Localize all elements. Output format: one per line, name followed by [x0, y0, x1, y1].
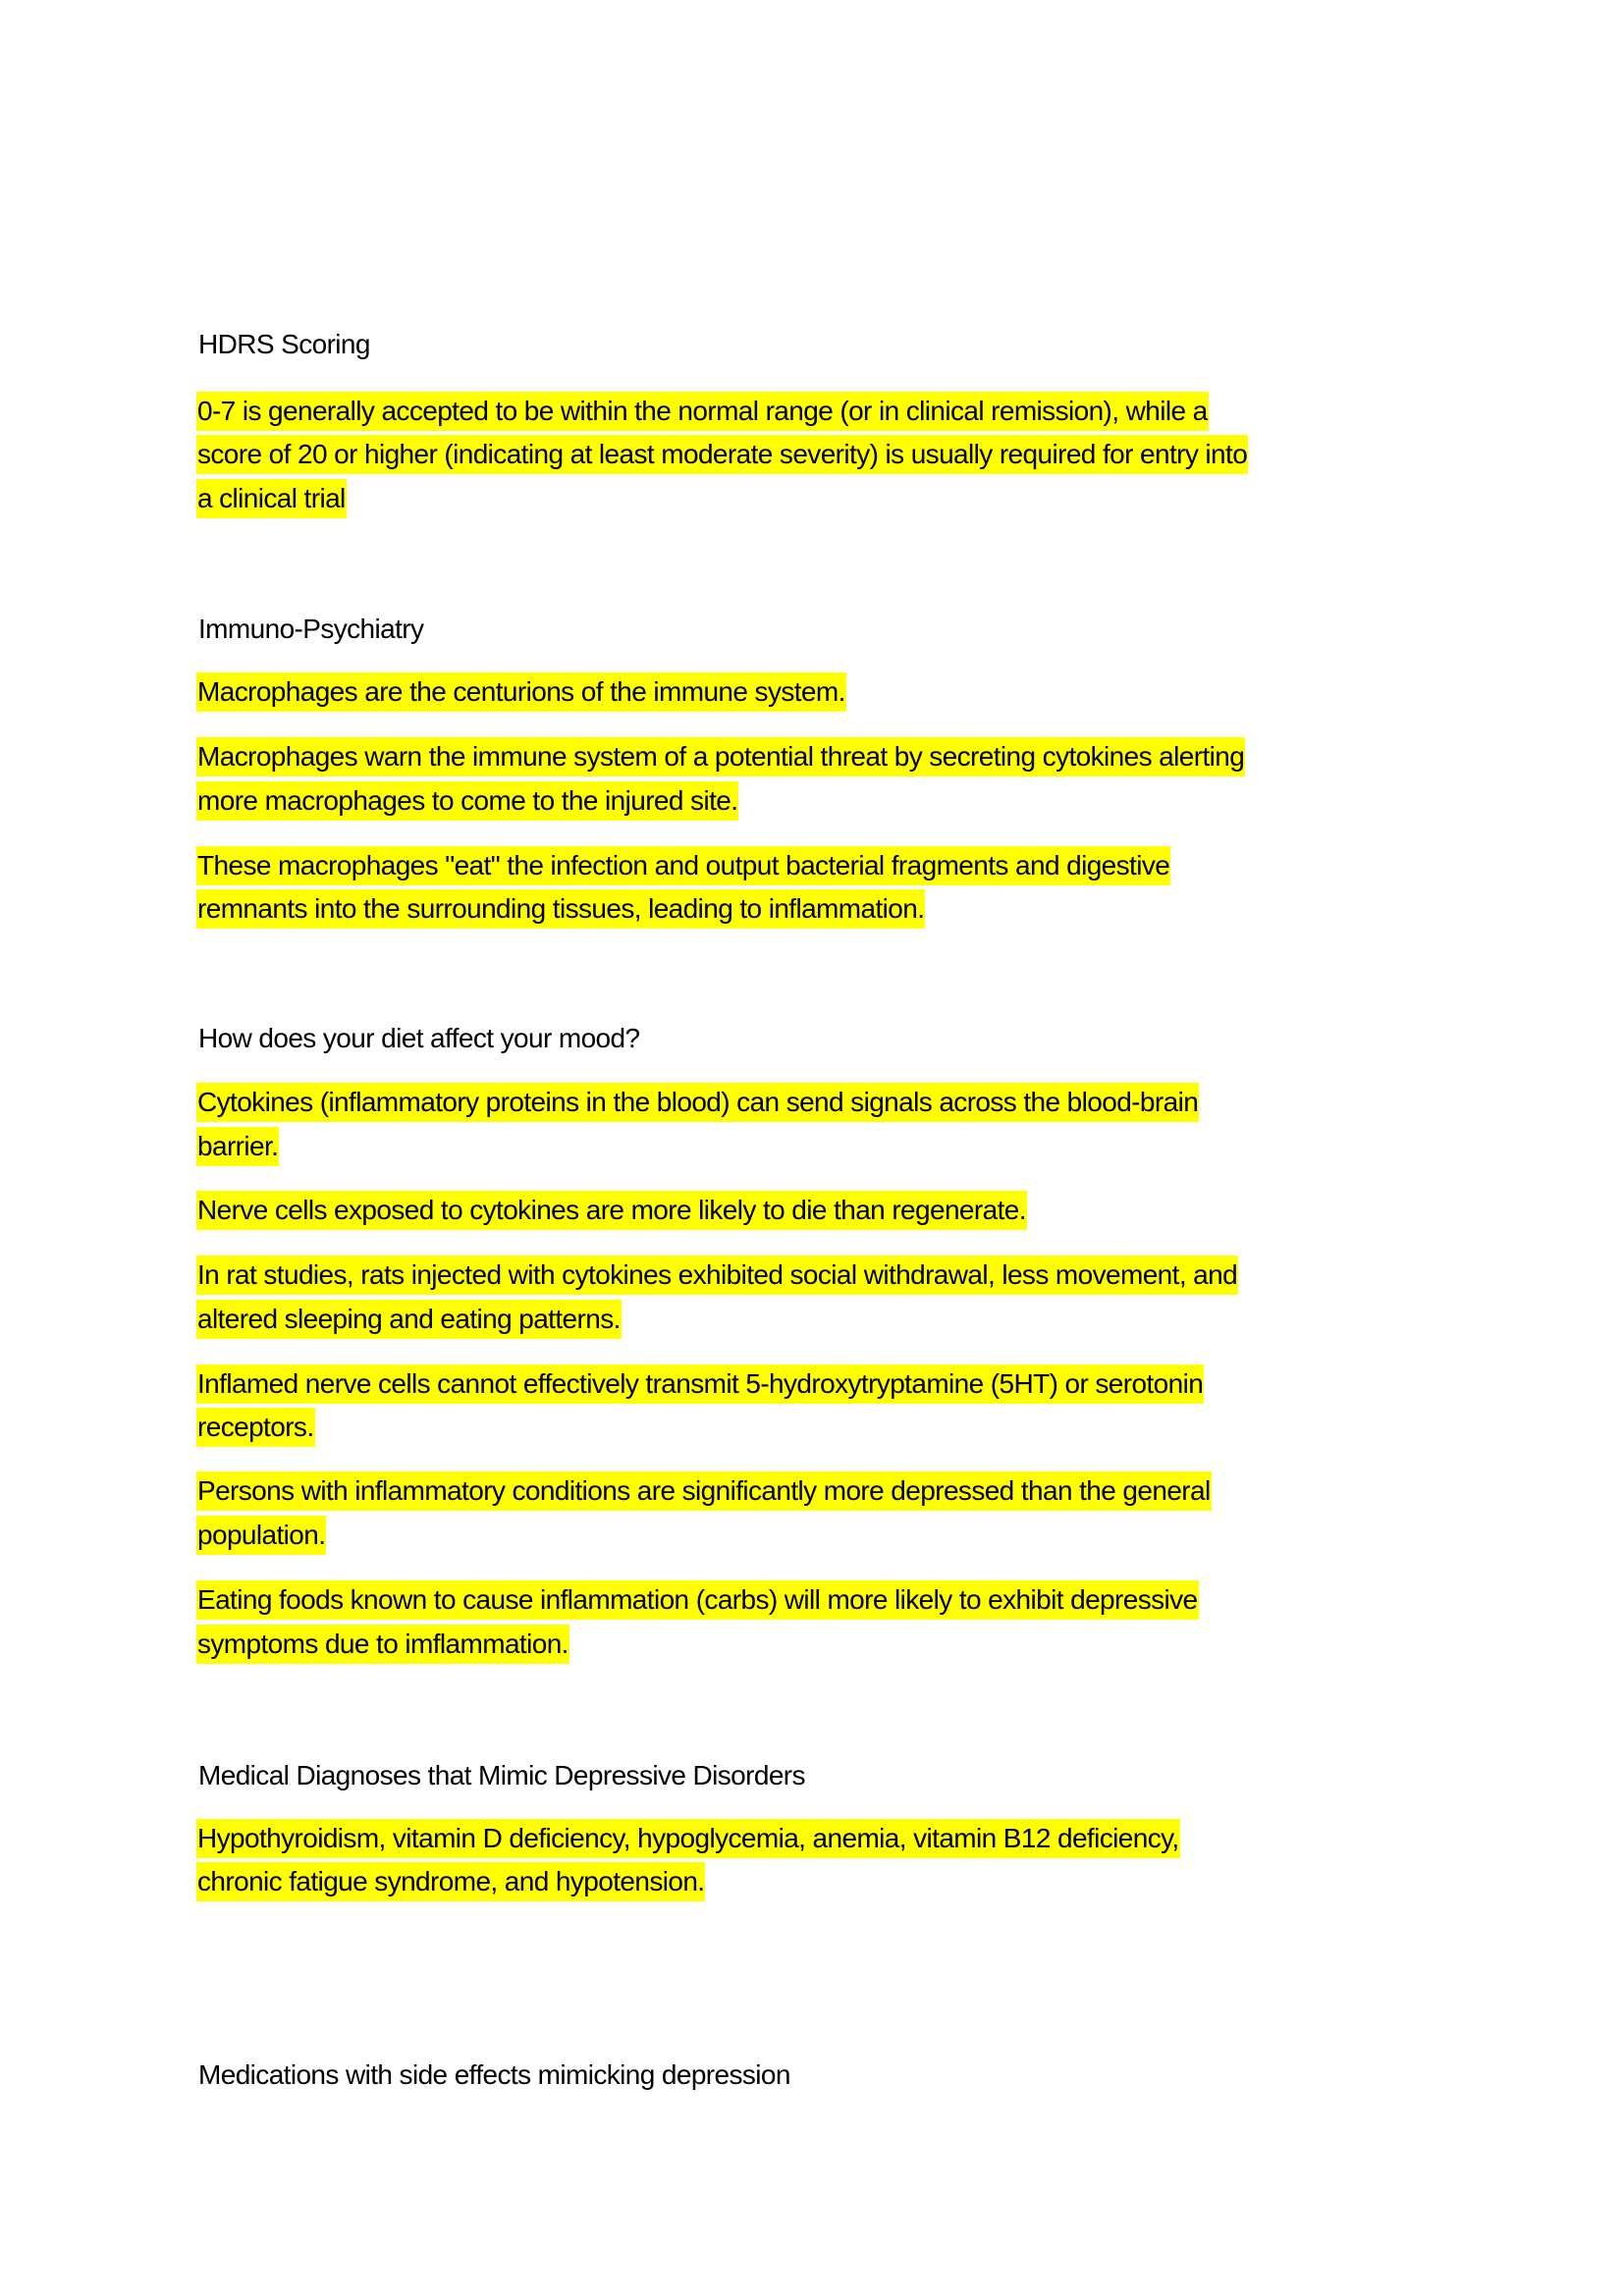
section-heading-medications: Medications with side effects mimicking depression — [198, 2059, 790, 2090]
highlighted-text-line: more macrophages to come to the injured site. — [196, 781, 738, 821]
highlighted-text-line: a clinical trial — [196, 479, 347, 518]
highlighted-text-line: Eating foods known to cause inflammation (carbs) will more likely to exhibit depressive — [196, 1580, 1199, 1620]
highlighted-text-line: These macrophages "eat" the infection and output bacterial fragments and digestive — [196, 846, 1170, 885]
highlighted-text-line: population. — [196, 1516, 326, 1555]
section-heading-medical-diagnoses: Medical Diagnoses that Mimic Depressive Disorders — [198, 1760, 805, 1790]
highlighted-text-line: In rat studies, rats injected with cytokines exhibited social withdrawal, less movement, and — [196, 1255, 1238, 1295]
highlighted-text-line: barrier. — [196, 1127, 279, 1166]
highlighted-text-line: Persons with inflammatory conditions are significantly more depressed than the general — [196, 1471, 1212, 1511]
highlighted-text-line: Macrophages are the centurions of the immune system. — [196, 672, 846, 712]
section-heading-immuno-psychiatry: Immuno-Psychiatry — [198, 614, 424, 644]
highlighted-text-line: Hypothyroidism, vitamin D deficiency, hypoglycemia, anemia, vitamin B12 deficiency, — [196, 1819, 1180, 1858]
highlighted-text-line: Cytokines (inflammatory proteins in the blood) can send signals across the blood-brain — [196, 1083, 1199, 1122]
highlighted-text-line: chronic fatigue syndrome, and hypotension. — [196, 1862, 705, 1901]
highlighted-text-line: symptoms due to imflammation. — [196, 1625, 569, 1664]
highlighted-text-line: Nerve cells exposed to cytokines are more likely to die than regenerate. — [196, 1191, 1027, 1230]
highlighted-text-line: Macrophages warn the immune system of a potential threat by secreting cytokines alerting — [196, 737, 1245, 776]
section-heading-hdrs-scoring: HDRS Scoring — [198, 329, 370, 359]
highlighted-text-line: 0-7 is generally accepted to be within the normal range (or in clinical remission), while a — [196, 392, 1209, 431]
highlighted-text-line: score of 20 or higher (indicating at least moderate severity) is usually required for entry into — [196, 435, 1248, 474]
highlighted-text-line: receptors. — [196, 1408, 315, 1447]
highlighted-text-line: altered sleeping and eating patterns. — [196, 1300, 622, 1339]
section-heading-diet-mood: How does your diet affect your mood? — [198, 1023, 640, 1053]
highlighted-text-line: remnants into the surrounding tissues, leading to inflammation. — [196, 889, 925, 929]
highlighted-text-line: Inflamed nerve cells cannot effectively transmit 5-hydroxytryptamine (5HT) or serotonin — [196, 1364, 1204, 1404]
